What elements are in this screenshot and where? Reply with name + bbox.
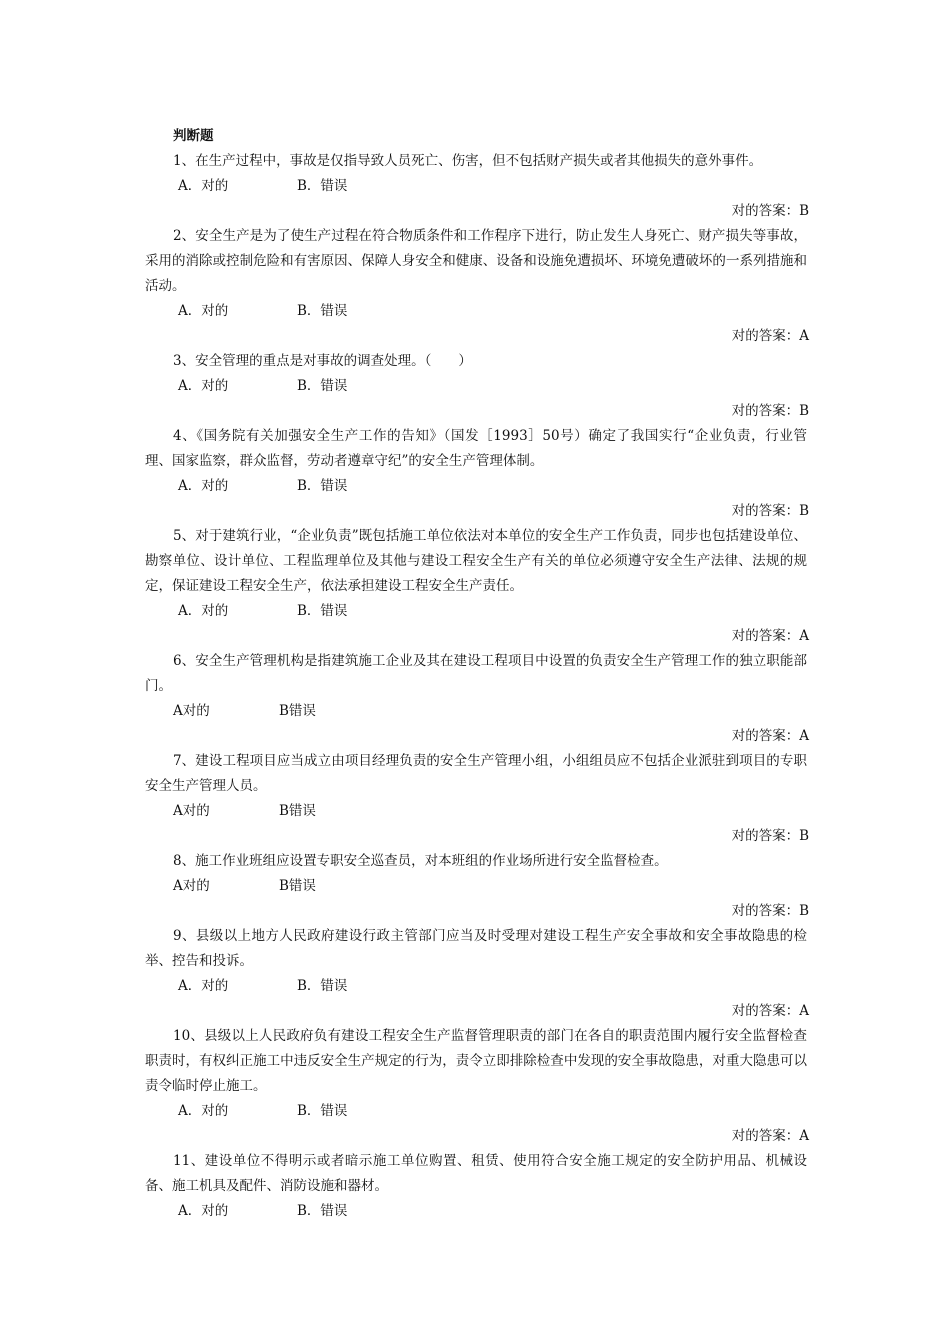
question-options [145, 874, 807, 899]
question-text: 11、建设单位不得明示或者暗示施工单位购置、租赁、使用符合安全施工规定的安全防护用品、机械设备、施工机具及配件、消防设施和器材。 [145, 1153, 807, 1194]
option-b: B．错误 [297, 603, 348, 619]
option-a: A对的 [173, 878, 210, 894]
answer-line: 对的答案：A [731, 328, 809, 344]
question-7 [145, 749, 807, 849]
option-b: B错误 [279, 803, 316, 819]
answer-line: 对的答案：A [731, 1128, 809, 1144]
option-a: A．对的 [178, 1103, 229, 1119]
option-a: A对的 [173, 803, 210, 819]
option-a: A．对的 [178, 303, 229, 319]
question-text: 5、对于建筑行业，“企业负责”既包括施工单位依法对本单位的安全生产工作负责，同步也包括建设单位、勘察单位、设计单位、工程监理单位及其他与建设工程安全生产有关的单位必须遵守安全生产法律、法规的规定，保证建设工程安全生产，依法承担建设工程安全生产责任。 [145, 528, 807, 594]
answer-line: 对的答案：A [731, 728, 809, 744]
question-options [145, 174, 807, 199]
section-title: 判断题 [173, 128, 214, 144]
answer-line: 对的答案：A [731, 1003, 809, 1019]
question-options [145, 474, 807, 499]
question-options [145, 1199, 807, 1224]
option-b: B．错误 [297, 1203, 348, 1219]
option-a: A对的 [173, 703, 210, 719]
option-a: A．对的 [178, 478, 229, 494]
option-a: A．对的 [178, 978, 229, 994]
question-9 [145, 924, 807, 1024]
question-text: 9、县级以上地方人民政府建设行政主管部门应当及时受理对建设工程生产安全事故和安全事故隐患的检举、控告和投诉。 [145, 928, 807, 969]
option-a: A．对的 [178, 378, 229, 394]
question-text: 8、施工作业班组应设置专职安全巡查员，对本班组的作业场所进行安全监督检查。 [173, 853, 668, 869]
option-b: B错误 [279, 878, 316, 894]
question-text: 7、建设工程项目应当成立由项目经理负责的安全生产管理小组，小组组员应不包括企业派驻到项目的专职安全生产管理人员。 [145, 753, 807, 794]
question-1 [145, 149, 807, 224]
option-b: B．错误 [297, 478, 348, 494]
answer-line: 对的答案：B [731, 403, 809, 419]
question-options [145, 374, 807, 399]
question-10 [145, 1024, 807, 1149]
question-8 [145, 849, 807, 924]
question-options [145, 1099, 807, 1124]
option-b: B．错误 [297, 1103, 348, 1119]
question-text: 2、安全生产是为了使生产过程在符合物质条件和工作程序下进行，防止发生人身死亡、财产损失等事故，采用的消除或控制危险和有害原因、保障人身安全和健康、设备和设施免遭损坏、环境免遭破坏的一系列措施和活动。 [145, 228, 807, 294]
answer-line: 对的答案：B [731, 903, 809, 919]
answer-line: 对的答案：B [731, 203, 809, 219]
question-options [145, 299, 807, 324]
question-2 [145, 224, 807, 349]
question-options [145, 799, 807, 824]
question-text: 4、《国务院有关加强安全生产工作的告知》（国发［1993］50号）确定了我国实行“企业负责，行业管理、国家监察，群众监督，劳动者遵章守纪”的安全生产管理体制。 [145, 428, 807, 469]
option-b: B．错误 [297, 978, 348, 994]
answer-line: 对的答案：B [731, 503, 809, 519]
option-b: B．错误 [297, 178, 348, 194]
question-options [145, 699, 807, 724]
question-options [145, 599, 807, 624]
option-a: A．对的 [178, 178, 229, 194]
question-4 [145, 424, 807, 524]
question-options [145, 974, 807, 999]
question-11 [145, 1149, 807, 1224]
question-text: 3、安全管理的重点是对事故的调查处理。（ ） [173, 353, 472, 369]
document-content [145, 124, 807, 1224]
question-6 [145, 649, 807, 749]
question-text: 1、在生产过程中，事故是仅指导致人员死亡、伤害，但不包括财产损失或者其他损失的意外事件。 [173, 153, 763, 169]
option-a: A．对的 [178, 1203, 229, 1219]
question-5 [145, 524, 807, 649]
answer-line: 对的答案：B [731, 828, 809, 844]
question-text: 10、县级以上人民政府负有建设工程安全生产监督管理职责的部门在各自的职责范围内履行安全监督检查职责时，有权纠正施工中违反安全生产规定的行为，责令立即排除检查中发现的安全事故隐患，对重大隐患可以责令临时停止施工。 [145, 1028, 807, 1094]
question-text: 6、安全生产管理机构是指建筑施工企业及其在建设工程项目中设置的负责安全生产管理工作的独立职能部门。 [145, 653, 807, 694]
question-3 [145, 349, 807, 424]
option-b: B．错误 [297, 378, 348, 394]
option-a: A．对的 [178, 603, 229, 619]
option-b: B．错误 [297, 303, 348, 319]
option-b: B错误 [279, 703, 316, 719]
answer-line: 对的答案：A [731, 628, 809, 644]
